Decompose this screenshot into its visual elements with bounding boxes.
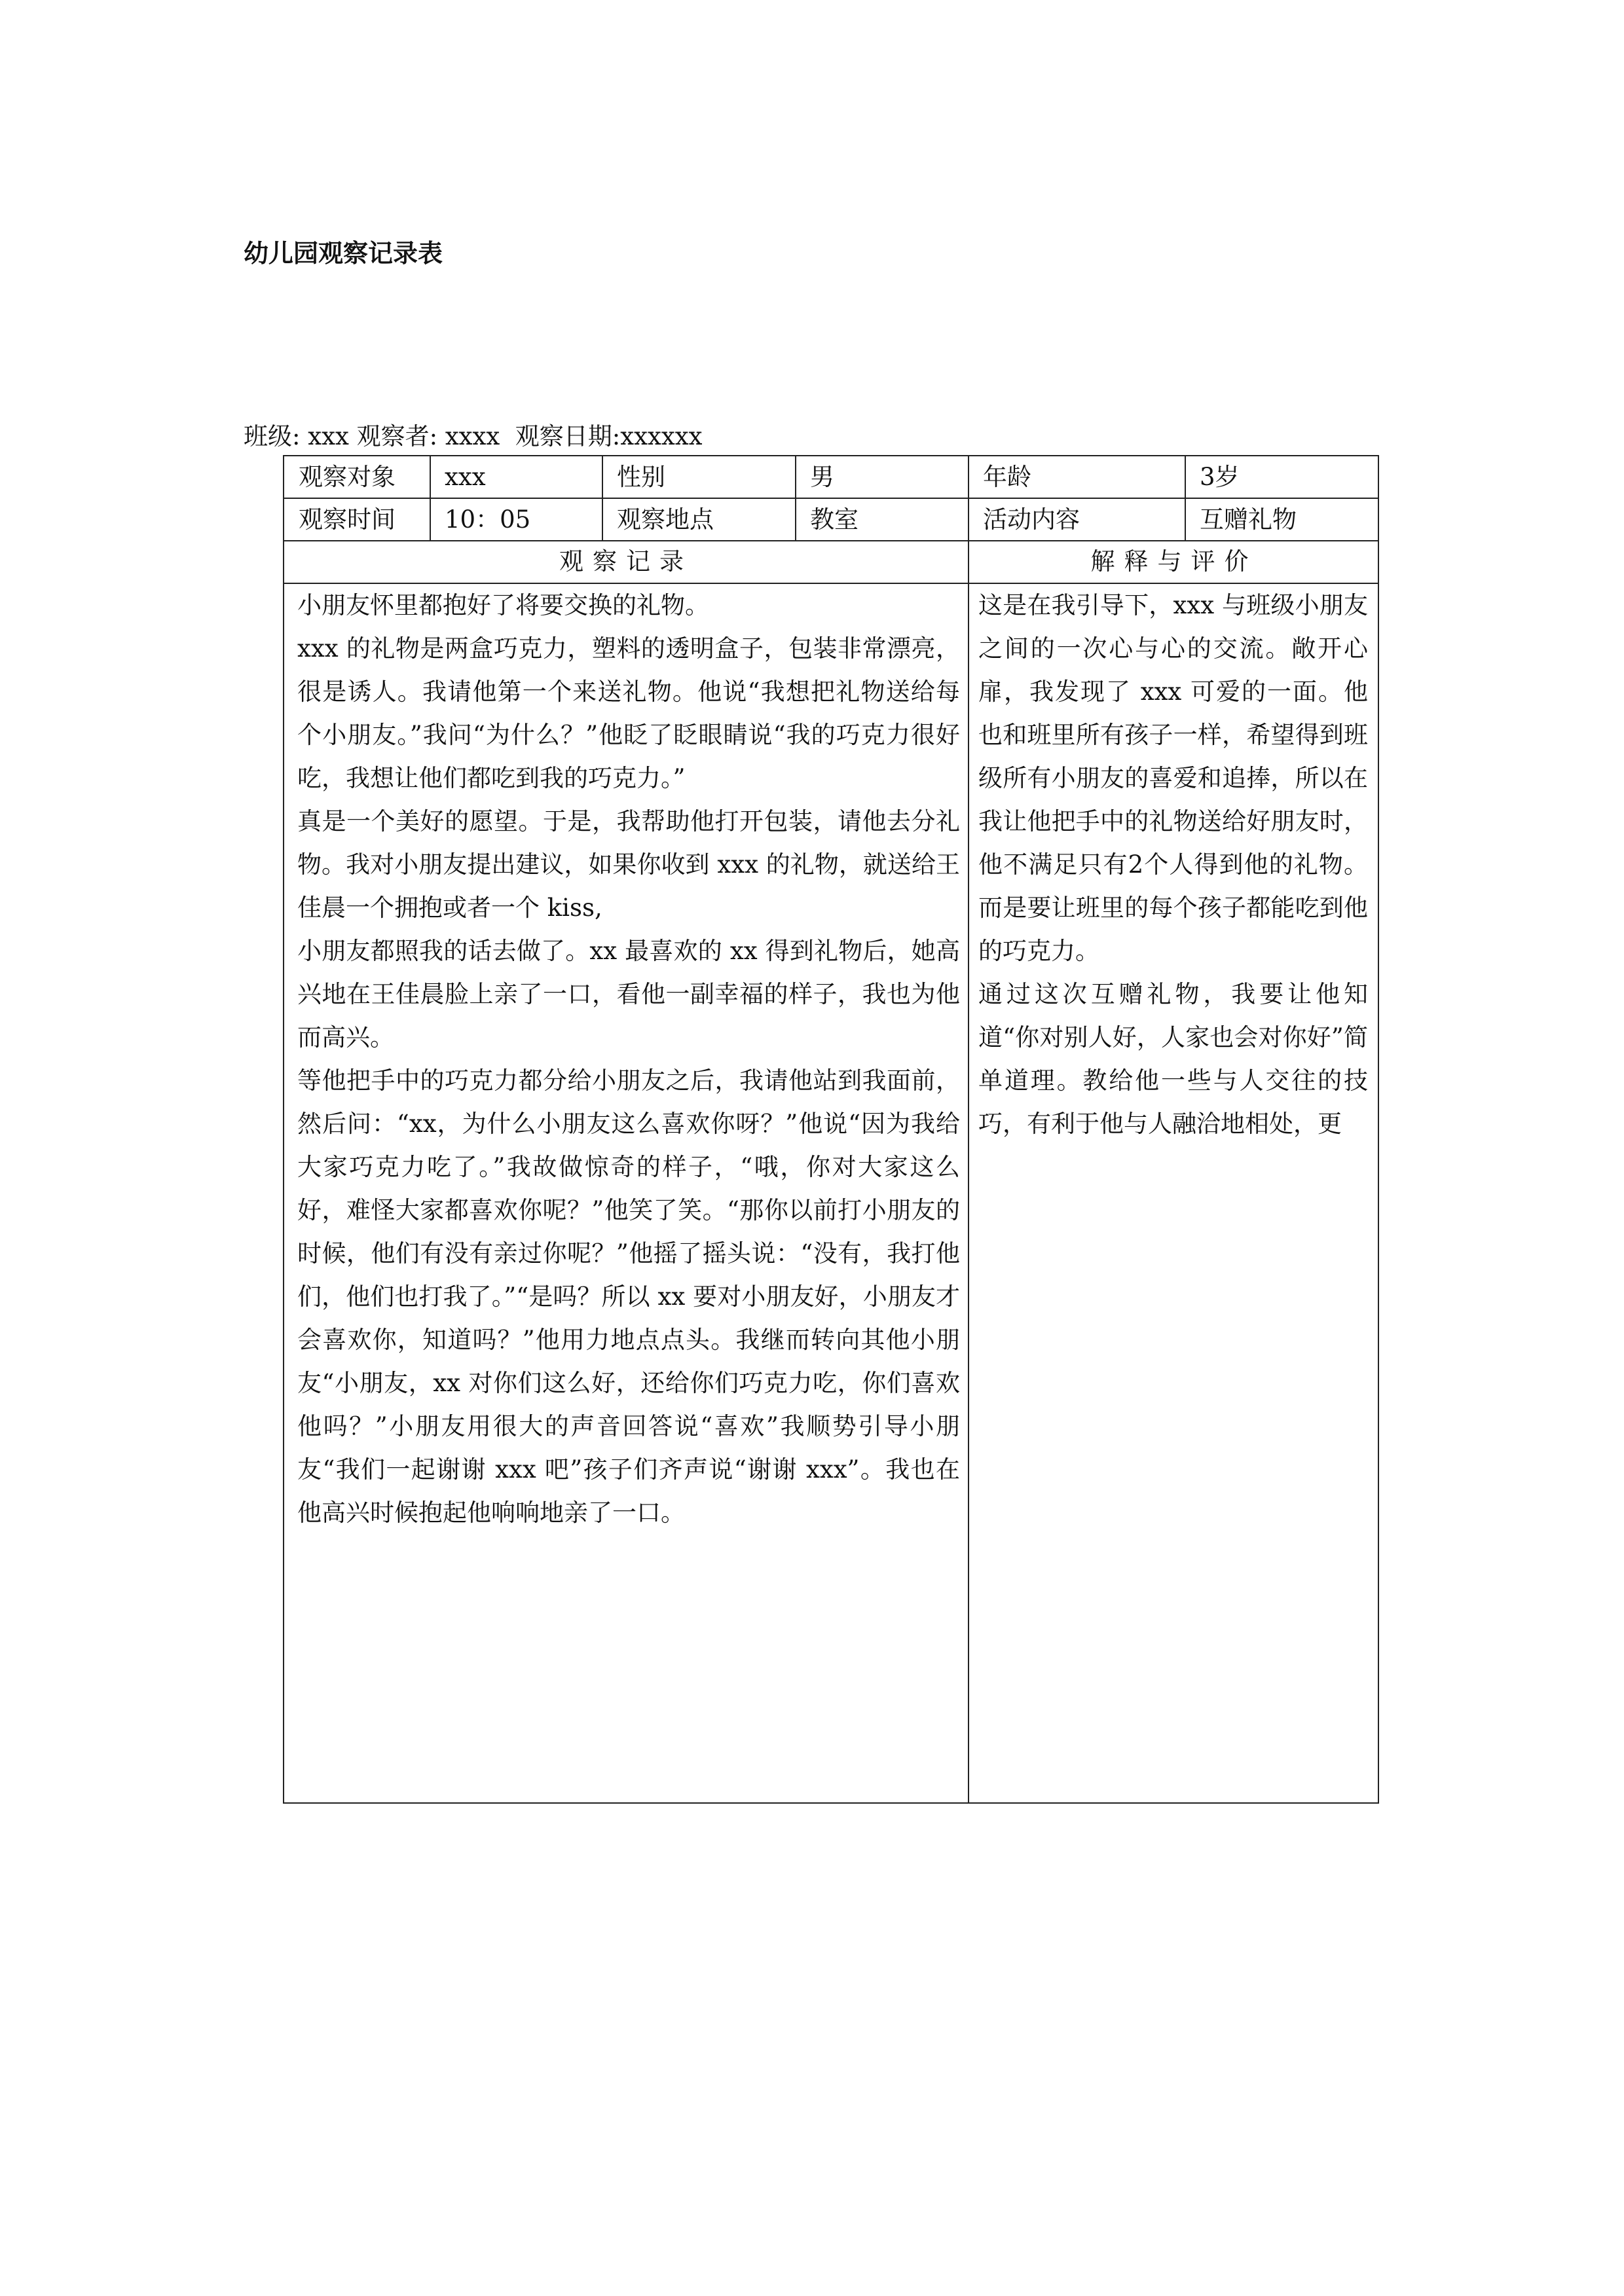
label-age: 年龄 — [983, 463, 1031, 491]
label-observation-time: 观察时间 — [299, 505, 396, 534]
evaluation-text — [978, 584, 1368, 1146]
value-gender: 男 — [810, 463, 834, 491]
record-paragraph: 小朋友怀里都抱好了将要交换的礼物。 — [297, 591, 709, 619]
column-divider — [795, 456, 796, 540]
value-activity: 互赠礼物 — [1200, 505, 1297, 534]
column-divider — [430, 456, 431, 540]
label-observed-subject: 观察对象 — [299, 463, 396, 491]
record-paragraph: 等他把手中的巧克力都分给小朋友之后，我请他站到我面前，然后问：“xx，为什么小朋友这么喜欢你呀？”他说“因为我给大家巧克力吃了。”我故做惊奇的样子，“哦，你对大家这么好，难怪大家都喜欢你呢？”他笑了笑。“那你以前打小朋友的时候，他们有没有亲过你呢？”他摇了摇头说：“没有，我打他们，他们也打我了。”“是吗？所以 xx 要对小朋友好，小朋友才会喜欢你，知道吗？”他用力地点点头。我继而转向其他小朋友“小朋友，xx 对你们这么好，还给你们巧克力吃，你们喜欢他吗？”小朋友用很大的声音回答说“喜欢”我顺势引导小朋友“我们一起谢谢 xxx 吧”孩子们齐声说“谢谢 xxx”。我也在他高兴时候抱起他响响地亲了一口。 — [297, 1066, 960, 1527]
record-paragraph: xxx 的礼物是两盒巧克力，塑料的透明盒子，包装非常漂亮，很是诱人。我请他第一个来送礼物。他说“我想把礼物送给每个小朋友。”我问“为什么？”他眨了眨眼睛说“我的巧克力很好吃，我想让他们都吃到我的巧克力。” — [297, 634, 960, 792]
row-divider — [284, 540, 1378, 541]
document-title: 幼儿园观察记录表 — [244, 239, 443, 268]
label-gender: 性别 — [617, 463, 665, 491]
record-paragraph: 真是一个美好的愿望。于是，我帮助他打开包装，请他去分礼物。我对小朋友提出建议，如果你收到 xxx 的礼物，就送给王佳晨一个拥抱或者一个 kiss, — [297, 807, 960, 922]
row-divider — [284, 498, 1378, 499]
column-divider — [1185, 456, 1186, 540]
value-observation-place: 教室 — [810, 505, 858, 534]
evaluation-section-header: 解释与评价 — [1090, 547, 1258, 575]
value-observation-time: 10：05 — [445, 505, 531, 534]
observation-record-text — [297, 584, 960, 1535]
value-age: 3岁 — [1200, 463, 1240, 491]
evaluation-paragraph: 通过这次互赠礼物，我要让他知道“你对别人好，人家也会对你好”简单道理。教给他一些与人交往的技巧，有利于他与人融洽地相处，更 — [978, 980, 1368, 1138]
class-observer-date-line: 班级: xxx 观察者: xxxx 观察日期:xxxxxx — [244, 422, 703, 450]
value-observed-subject: xxx — [445, 463, 486, 491]
record-section-header: 观察记录 — [559, 547, 693, 575]
column-divider — [968, 456, 969, 540]
column-divider — [602, 456, 603, 540]
observation-table — [283, 455, 1379, 1804]
label-activity: 活动内容 — [983, 505, 1080, 534]
record-paragraph: 小朋友都照我的话去做了。xx 最喜欢的 xx 得到礼物后，她高兴地在王佳晨脸上亲了一口，看他一副幸福的样子，我也为他而高兴。 — [297, 937, 960, 1051]
column-divider — [968, 540, 969, 1804]
evaluation-paragraph: 这是在我引导下，xxx 与班级小朋友之间的一次心与心的交流。敞开心扉，我发现了 xxx 可爱的一面。他也和班里所有孩子一样，希望得到班级所有小朋友的喜爱和追捧，所以在我让他把手中的礼物送给好朋友时，他不满足只有2个人得到他的礼物。而是要让班里的每个孩子都能吃到他的巧克力。 — [978, 591, 1368, 965]
label-observation-place: 观察地点 — [617, 505, 714, 534]
